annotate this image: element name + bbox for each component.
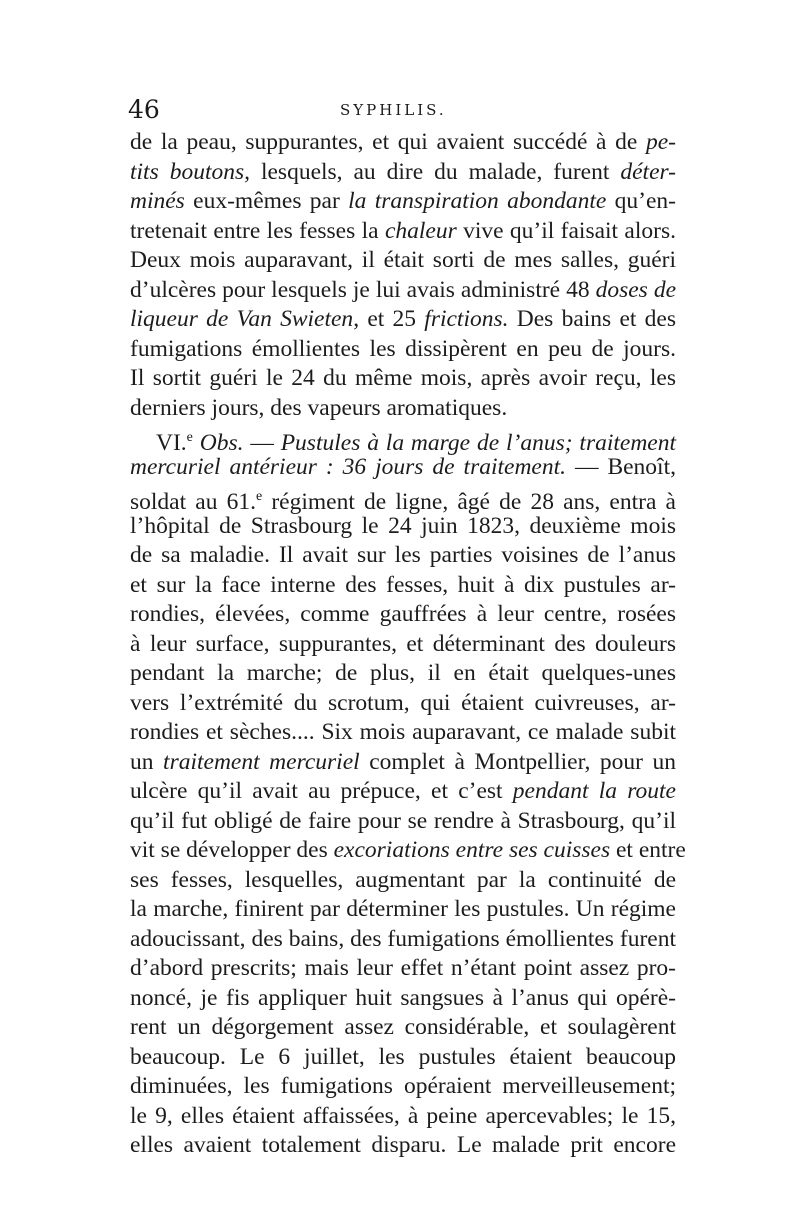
text-line: [130, 158, 676, 188]
italic-text: pendant la route: [512, 778, 676, 804]
superscript: e: [186, 430, 193, 445]
text-line: [130, 1102, 676, 1132]
text-segment: tretenait entre les fesses la: [130, 217, 385, 244]
text-line: [130, 777, 676, 807]
text-line: [130, 895, 676, 925]
text-segment: d’ulcères pour lesquels je lui avais administré 48: [130, 276, 596, 303]
running-head: SYPHILIS.: [340, 101, 447, 119]
text-line: [130, 1131, 676, 1161]
text-segment: rent un dégorgement assez considérable, et soulagèrent: [130, 1014, 676, 1040]
text-line: [130, 630, 676, 660]
text-segment: elles avaient totalement disparu. Le malade prit encore: [130, 1132, 676, 1158]
text-line: [130, 600, 676, 630]
text-segment: qu’en-: [606, 188, 677, 214]
text-line: [130, 836, 686, 866]
text-segment: vit se développer des: [130, 837, 334, 863]
text-segment: vive qu’il faisait alors.: [456, 217, 676, 244]
text-line: [130, 128, 676, 158]
text-segment: lesquels, au dire du malade, furent: [250, 158, 621, 185]
text-segment: de sa maladie. Il avait sur les parties voisines de l’anus: [130, 542, 676, 568]
text-line: [130, 482, 676, 515]
text-line: [130, 423, 677, 456]
text-line: [130, 512, 676, 542]
text-segment: à leur surface, suppurantes, et déterminant des douleurs: [130, 630, 676, 657]
text-segment: la marche, finirent par déterminer les pustules. Un régime: [130, 896, 676, 922]
text-segment: soldat au 61.: [130, 488, 256, 515]
text-segment: VI.: [156, 429, 187, 456]
text-segment: Il sortit guéri le 24 du même mois, après avoir reçu, les: [130, 365, 676, 391]
text-segment: et sur la face interne des fesses, huit à dix pustules ar-: [130, 571, 676, 598]
text-segment: l’hôpital de Strasbourg le 24 juin 1823, deuxième mois: [130, 512, 676, 539]
text-line: [130, 689, 676, 719]
text-line: [130, 246, 676, 276]
text-line: [130, 335, 676, 365]
italic-text: la transpiration abondante: [348, 188, 607, 214]
text-line: [130, 571, 676, 601]
italic-text: frictions.: [424, 306, 509, 332]
italic-text: doses de: [595, 276, 677, 303]
text-segment: ulcère qu’il avait au prépuce, et c’est: [130, 778, 513, 804]
text-line: [130, 364, 676, 394]
text-line: [130, 187, 676, 217]
text-segment: ses fesses, lesquelles, augmentant par la continuité de: [130, 866, 676, 893]
text-line: [130, 541, 676, 571]
text-line: [130, 659, 676, 689]
text-segment: rondies et sèches.... Six mois auparavant, ce malade subit: [130, 719, 676, 745]
text-line: [130, 954, 676, 984]
text-line: [130, 394, 676, 424]
text-line: [130, 1043, 676, 1073]
text-line: [130, 1072, 676, 1102]
italic-text: minés: [130, 188, 185, 214]
text-segment: qu’il fut obligé de faire pour se rendre à Strasbourg, qu’il: [130, 807, 676, 834]
text-segment: un: [130, 748, 164, 775]
text-segment: de la peau, suppurantes, et qui avaient succédé à de: [130, 129, 646, 155]
text-line: [130, 276, 676, 306]
text-line: [130, 925, 676, 955]
page-number: 46: [128, 95, 160, 124]
text-segment: Deux mois auparavant, il était sorti de mes salles, guéri: [130, 247, 676, 273]
text-segment: —: [243, 429, 281, 456]
text-segment: — Benoît,: [566, 453, 676, 480]
text-segment: noncé, je fis appliquer huit sangsues à l’anus qui opérè-: [130, 984, 676, 1011]
text-segment: vers l’extrémité du scrotum, qui étaient cuivreuses, ar-: [130, 689, 676, 716]
italic-text: traitement mercuriel: [163, 748, 360, 775]
superscript: e: [255, 489, 263, 504]
text-segment: beaucoup. Le 6 juillet, les pustules étaient beaucoup: [130, 1043, 676, 1070]
italic-text: mercuriel antérieur : 36 jours de traitement.: [130, 453, 567, 480]
text-segment: fumigations émollientes les dissipèrent en peu de jours.: [130, 335, 676, 362]
text-line: [130, 748, 676, 778]
text-segment: diminuées, les fumigations opéraient merveilleusement;: [130, 1073, 676, 1099]
text-line: [130, 305, 676, 335]
text-segment: complet à Montpellier, pour un: [359, 748, 676, 775]
text-line: [130, 718, 676, 748]
text-segment: adoucissant, des bains, des fumigations émollientes furent: [130, 925, 676, 952]
text-line: [130, 217, 676, 247]
text-line: [130, 866, 676, 896]
text-line: [130, 984, 676, 1014]
text-line: [130, 453, 676, 483]
italic-text: chaleur: [384, 217, 457, 244]
text-segment: et entre: [610, 837, 686, 863]
text-segment: le 9, elles étaient affaissées, à peine apercevables; le 15,: [130, 1102, 676, 1129]
italic-text: liqueur de Van Swieten: [130, 306, 354, 332]
text-segment: eux-mêmes par: [184, 188, 349, 214]
body-text: [130, 128, 686, 1161]
text-segment: pendant la marche; de plus, il en était quelques-unes: [130, 660, 676, 686]
page-header: [128, 93, 676, 127]
text-line: [130, 1013, 676, 1043]
text-segment: Des bains et des: [508, 306, 676, 332]
text-segment: d’abord prescrits; mais leur effet n’étant point assez pro-: [130, 955, 676, 981]
italic-text: Obs.: [192, 429, 244, 456]
italic-text: déter-: [620, 158, 676, 185]
italic-text: tits boutons,: [130, 158, 250, 185]
italic-text: Pustules à la marge de l’anus; traitement: [280, 429, 677, 456]
text-segment: , et 25: [353, 306, 425, 332]
text-segment: rondies, élevées, comme gauffrées à leur centre, rosées: [130, 601, 676, 627]
italic-text: pe-: [645, 129, 676, 155]
italic-text: excoriations entre ses cuisses: [333, 837, 611, 863]
text-segment: régiment de ligne, âgé de 28 ans, entra à: [262, 488, 676, 515]
text-segment: derniers jours, des vapeurs aromatiques.: [130, 394, 508, 421]
text-line: [130, 807, 676, 837]
